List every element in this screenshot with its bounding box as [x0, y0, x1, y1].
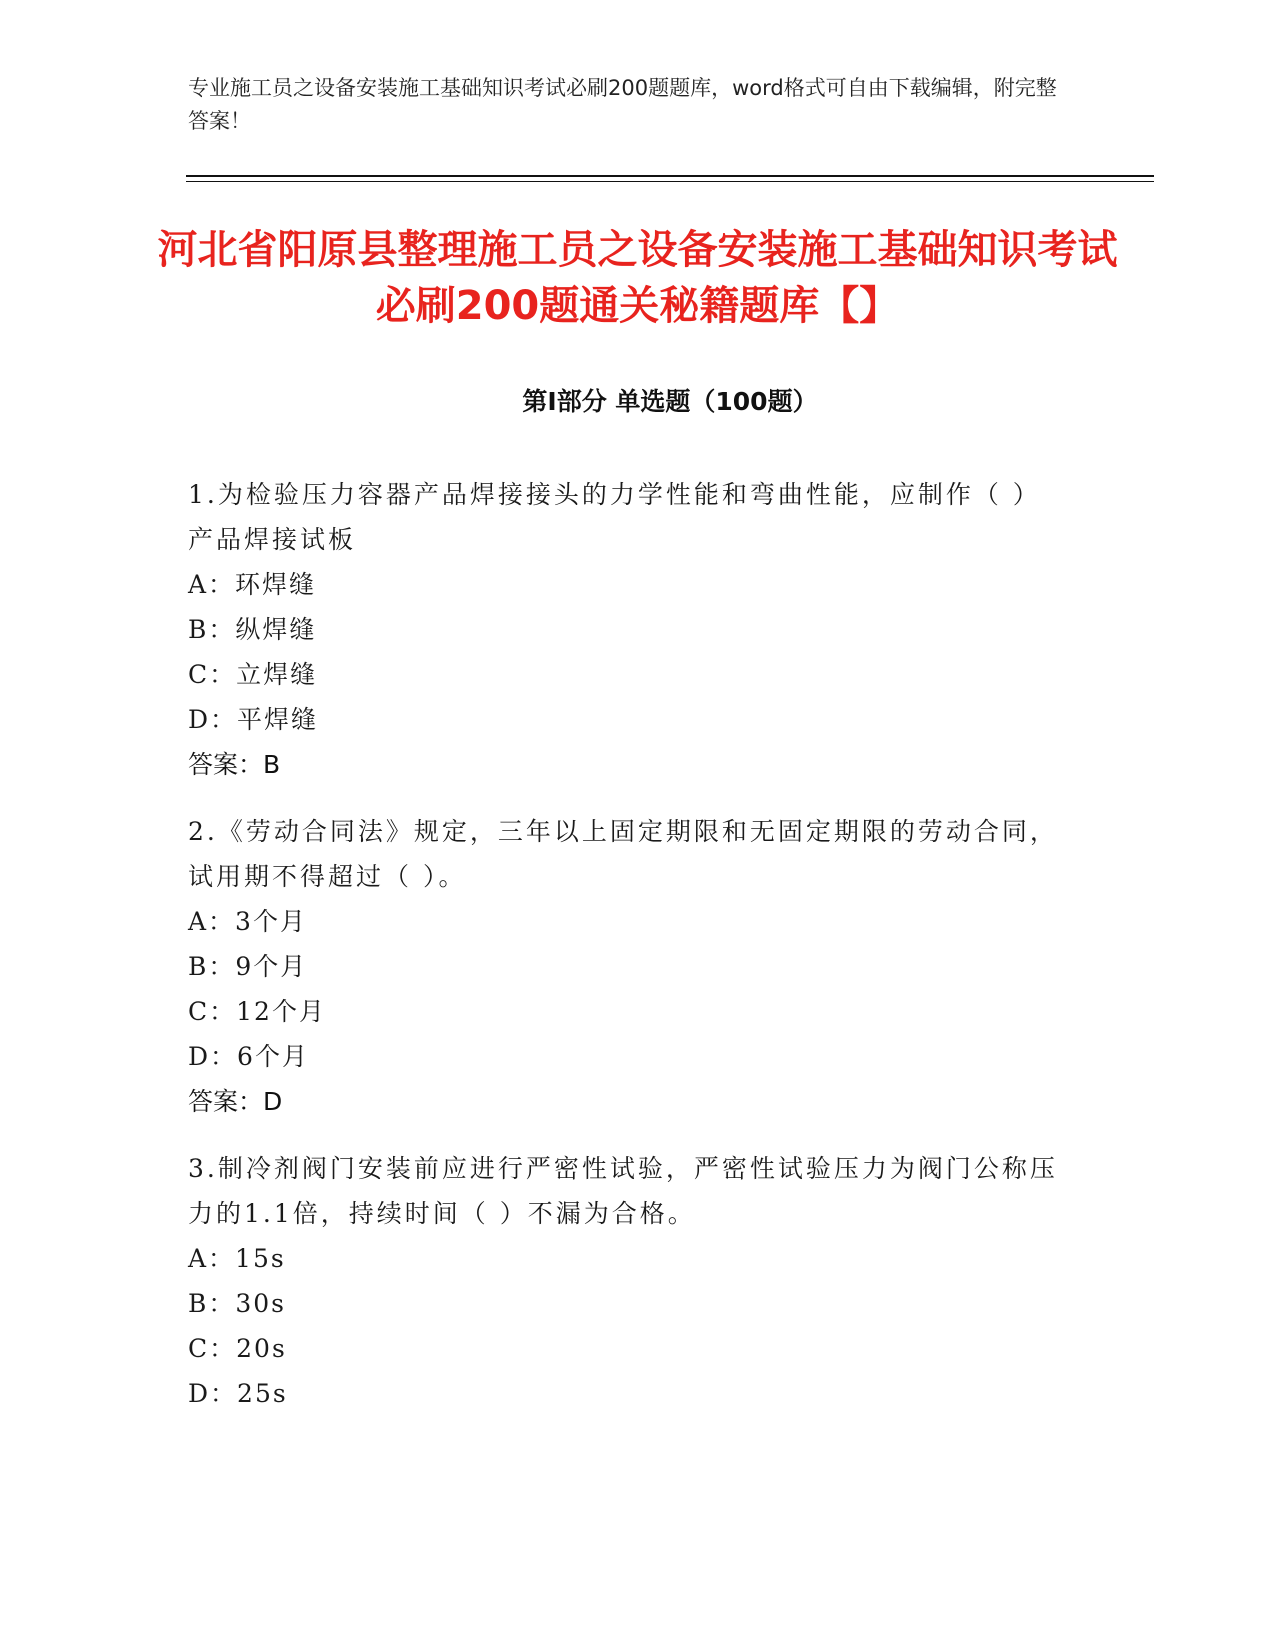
- header-divider-thick: [186, 175, 1154, 177]
- question-text: 3.制冷剂阀门安装前应进行严密性试验，严密性试验压力为阀门公称压力的1.1倍，持续时间（ ）不漏为合格。: [188, 1154, 1058, 1228]
- option-d: D：6个月: [188, 1042, 309, 1071]
- option-c: C：20s: [188, 1334, 287, 1363]
- answer: 答案：D: [188, 1087, 283, 1116]
- question-1: [188, 472, 1068, 787]
- option-c: C：12个月: [188, 997, 326, 1026]
- document-title: 河北省阳原县整理施工员之设备安装施工基础知识考试必刷200题通关秘籍题库【】: [157, 227, 1118, 329]
- option-c: C：立焊缝: [188, 660, 318, 689]
- header-divider-thin: [186, 181, 1154, 182]
- option-b: B：纵焊缝: [188, 615, 317, 644]
- question-text: 1.为检验压力容器产品焊接接头的力学性能和弯曲性能，应制作（ ）产品焊接试板: [188, 480, 1041, 554]
- header-note: 专业施工员之设备安装施工基础知识考试必刷200题题库，word格式可自由下载编辑，附完整答案！: [188, 76, 1057, 133]
- question-2: [188, 809, 1068, 1124]
- question-text: 2.《劳动合同法》规定，三年以上固定期限和无固定期限的劳动合同，试用期不得超过（ ）。: [188, 817, 1058, 891]
- question-3: [188, 1146, 1068, 1416]
- answer: 答案：B: [188, 750, 281, 779]
- question-list: [188, 472, 1068, 1438]
- option-a: A：3个月: [188, 907, 307, 936]
- option-a: A：15s: [188, 1244, 286, 1273]
- option-d: D：平焊缝: [188, 705, 319, 734]
- option-b: B：9个月: [188, 952, 308, 981]
- section-title: 第Ⅰ部分 单选题（100题）: [522, 387, 818, 416]
- option-d: D：25s: [188, 1379, 288, 1408]
- option-b: B：30s: [188, 1289, 287, 1318]
- option-a: A：环焊缝: [188, 570, 317, 599]
